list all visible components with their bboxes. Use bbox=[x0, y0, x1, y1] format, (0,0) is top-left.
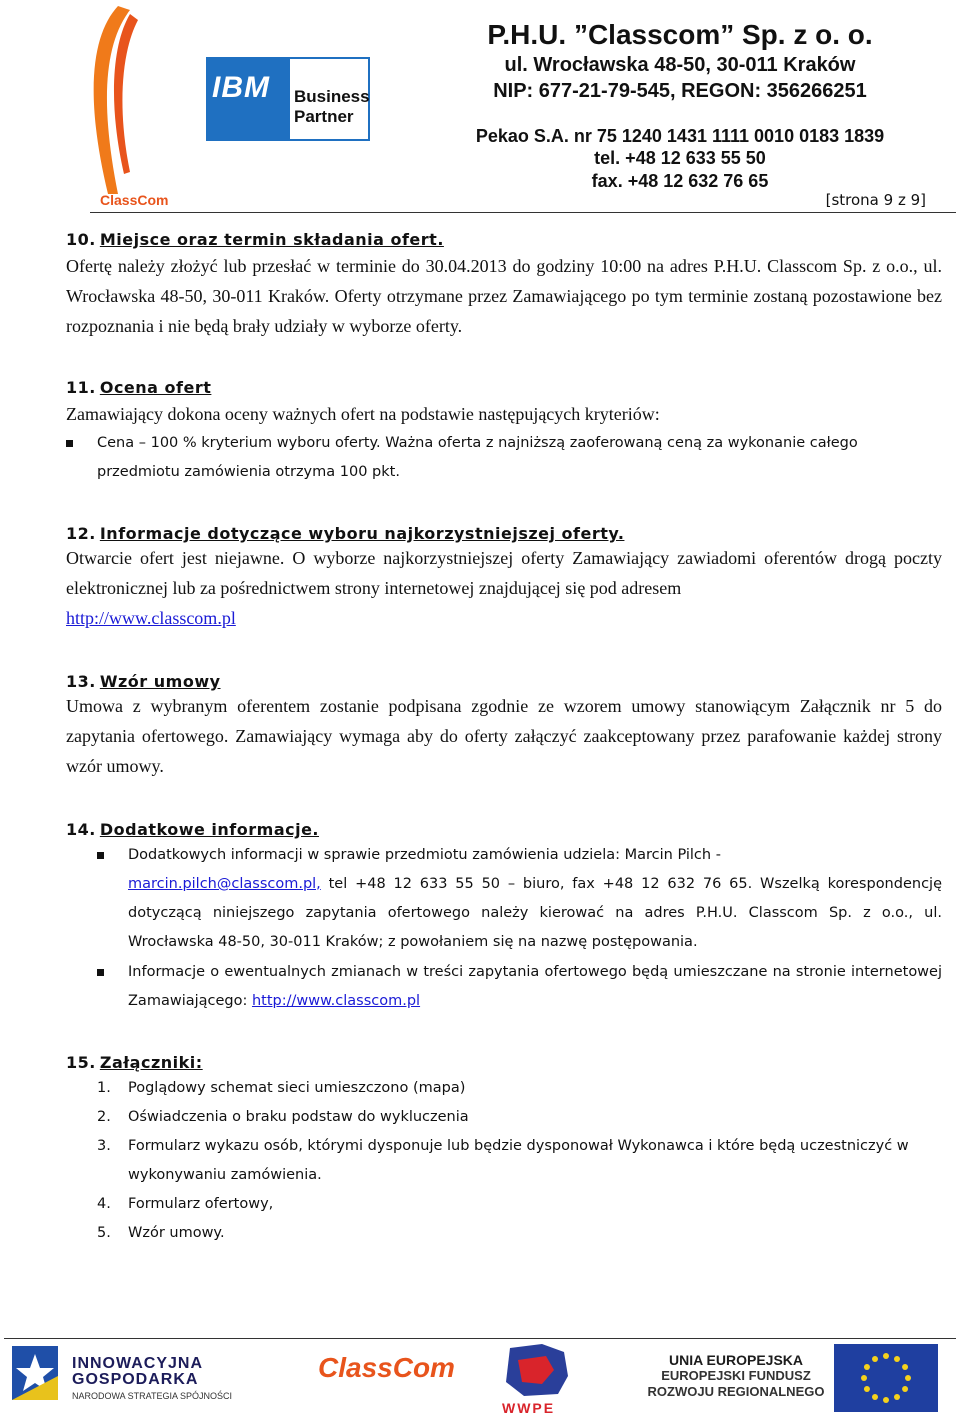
eu-star bbox=[883, 1353, 889, 1359]
section-heading: 11. Ocena ofert bbox=[66, 378, 212, 397]
section-text: Umowa z wybranym oferentem zostanie podpisana zgodnie ze wzorem umowy stanowiącym Załącznik nr 5 do zapytania ofertowego. Zamawiający wymaga aby do oferty załączyć zaakceptowany przez parafowanie każdej strony wzór umowy. bbox=[66, 696, 942, 776]
eu-star bbox=[902, 1386, 908, 1392]
attachments-list bbox=[66, 1074, 942, 1248]
attachment-number: 2. bbox=[97, 1109, 111, 1125]
company-fax: fax. +48 12 632 76 65 bbox=[591, 171, 769, 191]
eu-star bbox=[864, 1364, 870, 1370]
attachment-number: 4. bbox=[97, 1196, 111, 1212]
page-number: [strona 9 z 9] bbox=[825, 191, 926, 209]
company-name: P.H.U. ”Classcom” Sp. z o. o. bbox=[487, 19, 873, 50]
innovative-economy-star-icon bbox=[12, 1346, 58, 1400]
attachment-text: Poglądowy schemat sieci umieszczono (mapa) bbox=[128, 1080, 466, 1096]
classcom-website-link[interactable]: http://www.classcom.pl bbox=[251, 993, 421, 1009]
attachment-text: Oświadczenia o braku podstaw do wykluczenia bbox=[128, 1109, 469, 1125]
section-heading: 10. Miejsce oraz termin składania ofert. bbox=[66, 230, 444, 249]
list-item: Informacje o ewentualnych zmianach w treści zapytania ofertowego będą umieszczane na stronie internetowej Zamawiającego: http://www.classcom.pl bbox=[66, 958, 942, 1016]
section-15 bbox=[66, 1053, 942, 1248]
eu-flag-icon bbox=[834, 1344, 938, 1412]
attachment-number: 1. bbox=[97, 1080, 111, 1096]
section-heading: 13. Wzór umowy bbox=[66, 672, 221, 691]
company-address: ul. Wrocławska 48-50, 30-011 Kraków bbox=[504, 54, 856, 76]
section-11 bbox=[66, 378, 942, 487]
eu-star bbox=[872, 1394, 878, 1400]
eu-star bbox=[872, 1356, 878, 1362]
eu-star bbox=[861, 1375, 867, 1381]
section-heading: 12. Informacje dotyczące wyboru najkorzystniejszej oferty. bbox=[66, 524, 625, 543]
attachment-number: 3. bbox=[97, 1138, 111, 1154]
section-heading: 14. Dodatkowe informacje. bbox=[66, 820, 320, 839]
company-info bbox=[400, 18, 960, 193]
bullet-icon bbox=[97, 852, 104, 859]
attachment-text: Formularz wykazu osób, którymi dysponuje lub będzie dysponował Wykonawca i które będą uczestniczyć w wykonywaniu zamówienia. bbox=[128, 1138, 909, 1183]
ibm-line2: Partner bbox=[294, 107, 354, 126]
eu-star bbox=[894, 1394, 900, 1400]
attachment-text: Formularz ofertowy, bbox=[128, 1196, 274, 1212]
wwpe-logo: WWPE bbox=[502, 1400, 556, 1416]
attachment-item bbox=[66, 1190, 942, 1219]
attachment-text: Wzór umowy. bbox=[128, 1225, 225, 1241]
innovative-economy-logo: INNOWACYJNA GOSPODARKA NARODOWA STRATEGIA SPÓJNOŚCI bbox=[72, 1355, 233, 1401]
section-14 bbox=[66, 820, 942, 1016]
eu-star bbox=[902, 1364, 908, 1370]
section-text: Ofertę należy złożyć lub przesłać w terminie do 30.04.2013 do godziny 10:00 na adres P.H.U. Classcom Sp. z o.o., ul. Wrocławska 48-50, 30-011 Kraków. Oferty otrzymane przez Zamawiającego po tym terminie zostaną pozostawione bez rozpoznania i nie będą brały udziały w wyborze oferty. bbox=[66, 256, 942, 336]
attachment-item bbox=[66, 1219, 942, 1248]
attachment-item bbox=[66, 1132, 942, 1190]
header-divider bbox=[90, 212, 956, 213]
company-ids: NIP: 677-21-79-545, REGON: 356266251 bbox=[493, 80, 867, 102]
classcom-footer-logo: ClassCom bbox=[318, 1352, 455, 1383]
eu-star bbox=[883, 1397, 889, 1403]
ibm-business-partner-logo bbox=[206, 57, 370, 141]
company-tel: tel. +48 12 633 55 50 bbox=[594, 148, 766, 168]
eu-star bbox=[905, 1375, 911, 1381]
company-bank: Pekao S.A. nr 75 1240 1431 1111 0010 0183 1839 bbox=[475, 126, 885, 146]
attachment-item bbox=[66, 1103, 942, 1132]
section-10 bbox=[66, 230, 942, 341]
section-heading: 15. Załączniki: bbox=[66, 1053, 203, 1072]
email-link[interactable]: marcin.pilch@classcom.pl, bbox=[128, 876, 321, 892]
ibm-line1: Business bbox=[294, 87, 370, 106]
section-text: Zamawiający dokona oceny ważnych ofert na podstawie następujących kryteriów: bbox=[66, 404, 660, 424]
classcom-website-link[interactable]: http://www.classcom.pl bbox=[66, 608, 236, 628]
section-12 bbox=[66, 524, 942, 633]
classcom-swoosh-logo bbox=[78, 4, 148, 200]
classcom-small-logo: ClassCom bbox=[100, 192, 169, 208]
list-item: Cena – 100 % kryterium wyboru oferty. Ważna oferta z najniższą zaoferowaną ceną za wykonanie całego przedmiotu zamówienia otrzyma 100 pkt. bbox=[66, 429, 942, 487]
eu-star bbox=[894, 1356, 900, 1362]
poland-map-icon bbox=[502, 1342, 572, 1398]
attachment-number: 5. bbox=[97, 1225, 111, 1241]
eu-fund-text: UNIA EUROPEJSKA EUROPEJSKI FUNDUSZ ROZWOJU REGIONALNEGO bbox=[647, 1352, 825, 1399]
ibm-logo: IBM bbox=[212, 71, 270, 104]
list-item: Dodatkowych informacji w sprawie przedmiotu zamówienia udziela: Marcin Pilch - marcin.pilch@classcom.pl, tel +48 12 633 55 50 – biuro, fax +48 12 632 76 65. Wszelką korespondencję dotyczącą niniejszego zapytania ofertowego należy kierować na adres P.H.U. Classcom Sp. z o.o., ul. Wrocławska 48-50, 30-011 Kraków; z powołaniem się na nazwę postępowania. bbox=[66, 841, 942, 957]
bullet-icon bbox=[66, 440, 73, 447]
section-13 bbox=[66, 672, 942, 781]
eu-star bbox=[864, 1386, 870, 1392]
bullet-icon bbox=[97, 969, 104, 976]
footer-divider bbox=[4, 1338, 956, 1339]
section-text: Otwarcie ofert jest niejawne. O wyborze najkorzystniejszej oferty Zamawiający zawiadomi oferentów drogą poczty elektronicznej lub za pośrednictwem strony internetowej znajdującej się pod adresem http://www.classcom.pl bbox=[66, 548, 942, 628]
attachment-item bbox=[66, 1074, 942, 1103]
